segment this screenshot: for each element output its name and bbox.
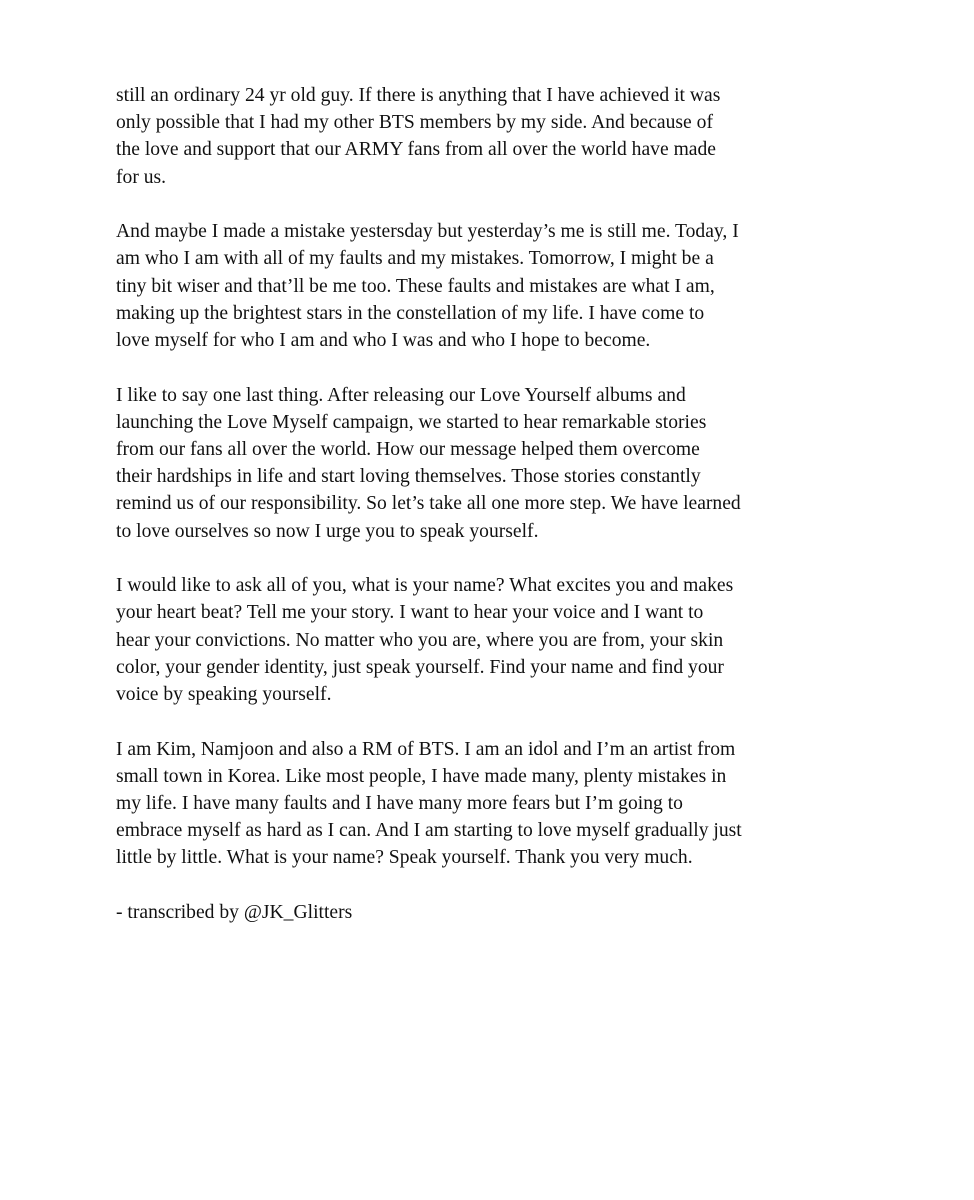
paragraph-line: their hardships in life and start loving themselves. Those stories constantly [116, 466, 701, 488]
credit-line: - transcribed by @JK_Glitters [116, 902, 353, 924]
paragraph-line: from our fans all over the world. How our message helped them overcome [116, 439, 700, 461]
transcription-credit [116, 899, 876, 926]
paragraph-line: I would like to ask all of you, what is your name? What excites you and makes [116, 575, 734, 597]
paragraph-line: tiny bit wiser and that’ll be me too. These faults and mistakes are what I am, [116, 275, 715, 297]
paragraph-4 [116, 572, 876, 708]
paragraph-line: am who I am with all of my faults and my mistakes. Tomorrow, I might be a [116, 248, 714, 270]
transcript-document [116, 82, 876, 926]
paragraph-line: for us. [116, 166, 167, 188]
paragraph-line: your heart beat? Tell me your story. I want to hear your voice and I want to [116, 602, 704, 624]
paragraph-line: And maybe I made a mistake yestersday but yesterday’s me is still me. Today, I [116, 221, 739, 243]
paragraph-3 [116, 382, 876, 545]
paragraph-line: little by little. What is your name? Speak yourself. Thank you very much. [116, 847, 693, 869]
paragraph-5 [116, 736, 876, 872]
paragraph-line: remind us of our responsibility. So let’s take all one more step. We have learned [116, 493, 741, 515]
paragraph-line: making up the brightest stars in the constellation of my life. I have come to [116, 302, 705, 324]
paragraph-line: small town in Korea. Like most people, I have made many, plenty mistakes in [116, 765, 727, 787]
paragraph-line: voice by speaking yourself. [116, 684, 332, 706]
paragraph-line: I like to say one last thing. After releasing our Love Yourself albums and [116, 384, 686, 406]
paragraph-line: to love ourselves so now I urge you to speak yourself. [116, 520, 539, 542]
paragraph-line: only possible that I had my other BTS members by my side. And because of [116, 112, 713, 134]
paragraph-line: color, your gender identity, just speak yourself. Find your name and find your [116, 656, 724, 678]
paragraph-line: still an ordinary 24 yr old guy. If there is anything that I have achieved it was [116, 85, 721, 106]
paragraph-2 [116, 218, 876, 354]
paragraph-1 [116, 82, 876, 191]
paragraph-line: I am Kim, Namjoon and also a RM of BTS. I am an idol and I’m an artist from [116, 738, 736, 760]
paragraph-line: embrace myself as hard as I can. And I am starting to love myself gradually just [116, 820, 742, 842]
paragraph-line: hear your convictions. No matter who you are, where you are from, your skin [116, 629, 724, 651]
paragraph-line: love myself for who I am and who I was and who I hope to become. [116, 330, 651, 352]
paragraph-line: launching the Love Myself campaign, we started to hear remarkable stories [116, 411, 707, 433]
paragraph-line: my life. I have many faults and I have many more fears but I’m going to [116, 793, 683, 815]
paragraph-line: the love and support that our ARMY fans from all over the world have made [116, 139, 717, 161]
